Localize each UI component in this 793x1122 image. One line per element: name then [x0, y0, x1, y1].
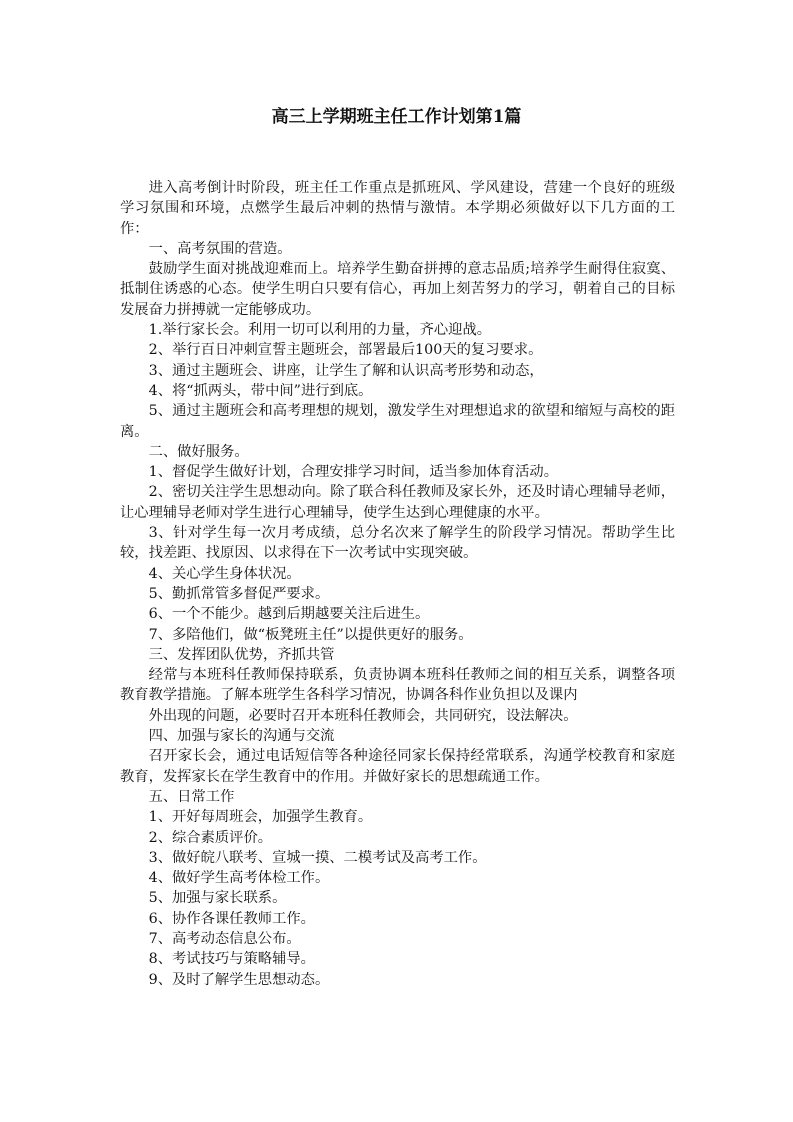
- section-2-item-4: 4、关心学生身体状况。: [148, 565, 301, 582]
- page-title: 高三上学期班主任工作计划第1篇: [271, 107, 522, 127]
- section-2-item-5: 5、勤抓常管多督促严要求。: [148, 585, 330, 602]
- section-5-item-1: 1、开好每周班会，加强学生教育。: [148, 809, 373, 826]
- section-1-paragraph: 鼓励学生面对挑战迎难而上。培养学生勤奋拼搏的意志品质;培养学生耐得住寂寞、抵制住诱惑的心态。使学生明白只要有信心，再加上刻苦努力的学习，朝着自己的目标发展奋力拼搏就一定能够成功。: [120, 261, 675, 318]
- section-heading-2: 二、做好服务。: [148, 443, 249, 460]
- section-2-item-7: 7、多陪他们，做“板凳班主任”以提供更好的服务。: [148, 626, 473, 643]
- section-5-item-7: 7、高考动态信息公布。: [148, 930, 301, 947]
- section-5-item-9: 9、及时了解学生思想动态。: [148, 971, 330, 988]
- section-5-item-2: 2、综合素质评价。: [148, 829, 273, 846]
- section-1-item-3: 3、通过主题班会、讲座，让学生了解和认识高考形势和动态，: [148, 362, 544, 379]
- section-2-item-3: 3、针对学生每一次月考成绩，总分名次来了解学生的阶段学习情况。帮助学生比较，找差距、找原因、以求得在下一次考试中实现突破。: [120, 525, 675, 562]
- section-4-paragraph: 召开家长会，通过电话短信等各种途径同家长保持经常联系，沟通学校教育和家庭教育，发挥家长在学生教育中的作用。并做好家长的思想疏通工作。: [120, 748, 675, 785]
- section-1-item-4: 4、将“抓两头，带中间”进行到底。: [148, 382, 373, 399]
- section-2-item-2: 2、密切关注学生思想动向。除了联合科任教师及家长外，还及时请心理辅导老师，让心理辅导老师对学生进行心理辅导，使学生达到心理健康的水平。: [120, 484, 675, 521]
- section-5-item-4: 4、做好学生高考体检工作。: [148, 870, 330, 887]
- section-5-item-3: 3、做好皖八联考、宣城一摸、二模考试及高考工作。: [148, 849, 487, 866]
- section-heading-4: 四、加强与家长的沟通与交流: [148, 728, 335, 745]
- section-heading-3: 三、发挥团队优势，齐抓共管: [148, 646, 335, 663]
- section-2-item-6: 6、一个不能少。越到后期越要关注后进生。: [148, 606, 430, 623]
- section-2-item-1: 1、督促学生做好计划，合理安排学习时间，适当参加体育活动。: [148, 464, 558, 481]
- section-3-paragraph-continued: 外出现的问题，必要时召开本班科任教师会，共同研究，设法解决。: [148, 707, 578, 724]
- intro-paragraph: 进入高考倒计时阶段，班主任工作重点是抓班风、学风建设，营建一个良好的班级学习氛围和环境，点燃学生最后冲刺的热情与激情。本学期必须做好以下几方面的工作：: [120, 180, 675, 237]
- section-3-paragraph: 经常与本班科任教师保持联系，负责协调本班科任教师之间的相互关系，调整各项教育教学措施。了解本班学生各科学习情况，协调各科作业负担以及课内: [120, 667, 675, 704]
- section-5-item-8: 8、考试技巧与策略辅导。: [148, 951, 315, 968]
- section-1-item-5: 5、通过主题班会和高考理想的规划，激发学生对理想追求的欲望和缩短与高校的距离。: [120, 403, 675, 440]
- section-heading-1: 一、高考氛围的营造。: [148, 240, 292, 257]
- section-heading-5: 五、日常工作: [148, 788, 235, 805]
- section-1-item-2: 2、举行百日冲刺宣誓主题班会，部署最后100天的复习要求。: [148, 342, 543, 359]
- section-1-item-1: 1.举行家长会。利用一切可以利用的力量，齐心迎战。: [148, 322, 492, 339]
- section-5-item-5: 5、加强与家长联系。: [148, 890, 287, 907]
- section-5-item-6: 6、协作各课任教师工作。: [148, 910, 315, 927]
- document-body: [120, 178, 675, 990]
